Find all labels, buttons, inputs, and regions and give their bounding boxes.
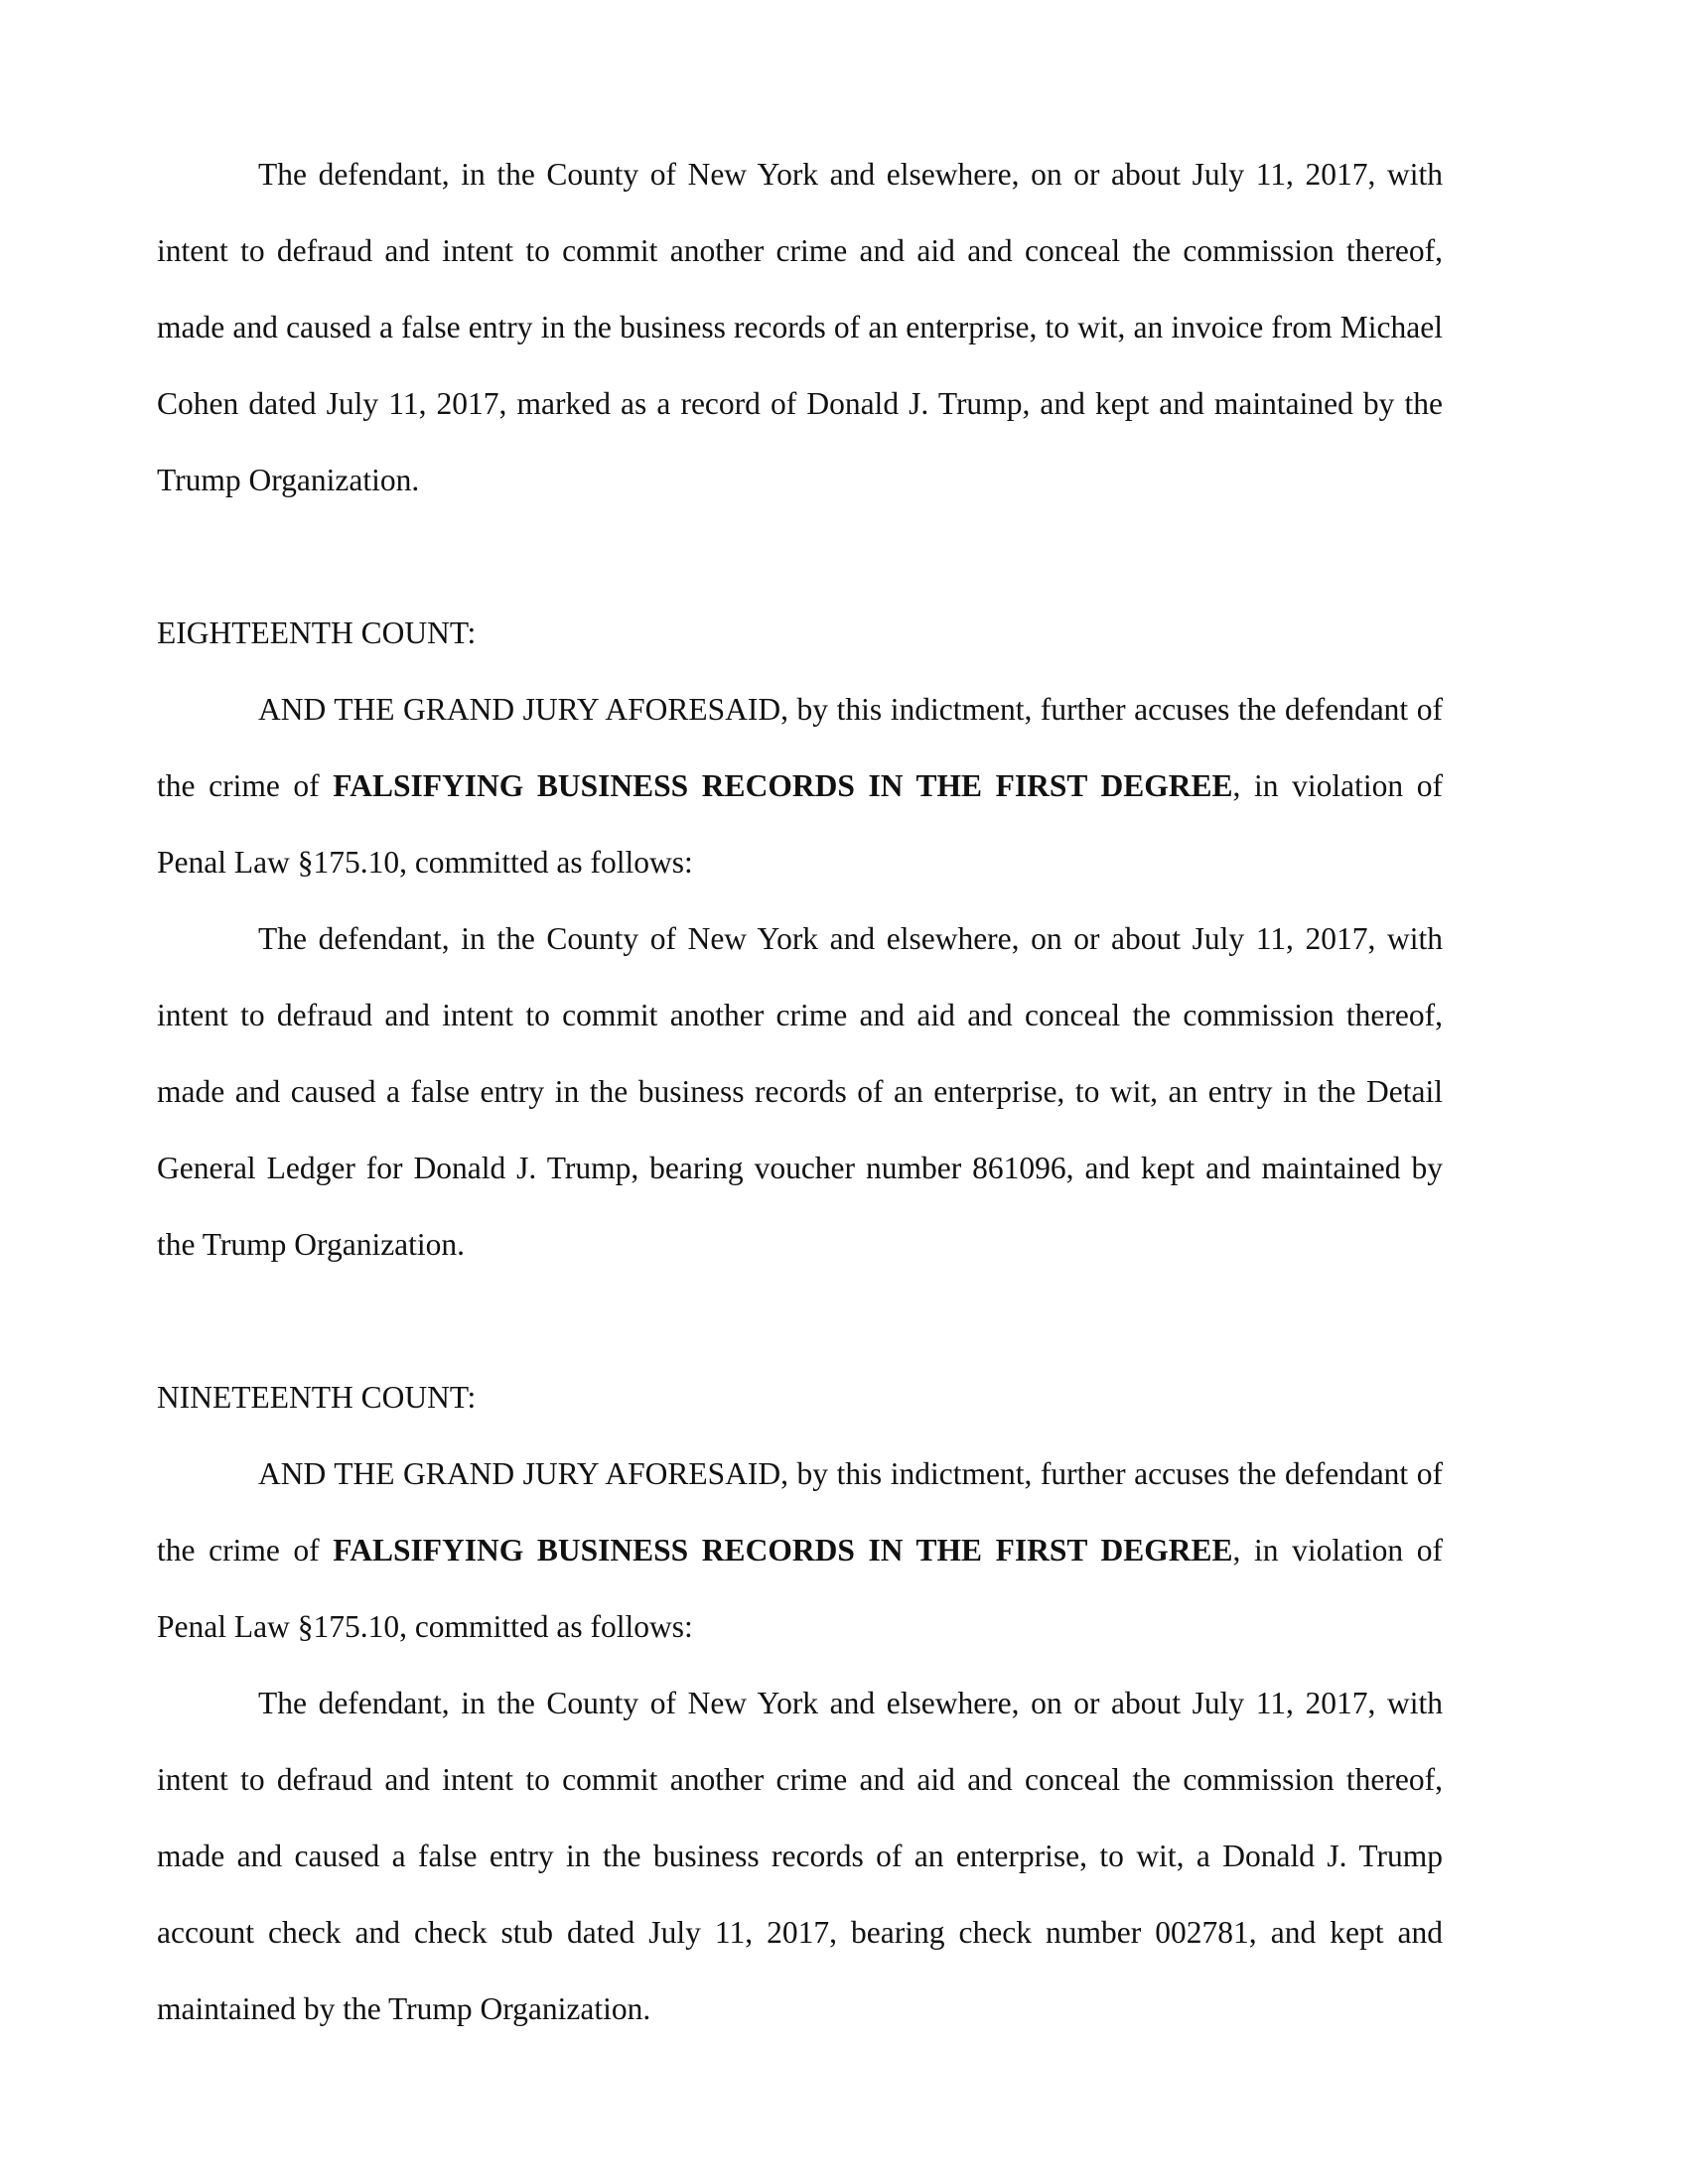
count-heading-eighteenth: EIGHTEENTH COUNT: [157,615,477,650]
accusation-statute: , in violation of Penal Law §175.10, committed as follows: [157,768,1443,880]
count-paragraph: The defendant, in the County of New York and elsewhere, on or about July 11, 2017, with intent to defraud and intent to commit another crime and aid and conceal the commission thereof, made and caused a false entry in the business records of an enterprise, to wit, a Donald J. Trump account check and check stub dated July 11, 2017, bearing check number 002781, and kept and maintained by the Trump Organization. [157,1686,1443,2026]
accusation-text: AND THE GRAND JURY AFORESAID, by this indictment, further accuses the defendant of the crime of [157,692,1443,803]
section-spacer [157,1283,1443,1359]
accusation-paragraph [157,1435,1443,1665]
count-heading-nineteenth: NINETEENTH COUNT: [157,1380,477,1415]
count-paragraph: The defendant, in the County of New York and elsewhere, on or about July 11, 2017, with intent to defraud and intent to commit another crime and aid and conceal the commission thereof, made and caused a false entry in the business records of an enterprise, to wit, an entry in the Detail General Ledger for Donald J. Trump, bearing voucher number 861096, and kept and maintained by the Trump Organization. [157,921,1443,1262]
count-paragraph: The defendant, in the County of New York and elsewhere, on or about July 11, 2017, with intent to defraud and intent to commit another crime and aid and conceal the commission thereof, made and caused a false entry in the business records of an enterprise, to wit, an invoice from Michael Cohen dated July 11, 2017, marked as a record of Donald J. Trump, and kept and maintained by the Trump Organization. [157,157,1443,497]
accusation-text: AND THE GRAND JURY AFORESAID, by this indictment, further accuses the defendant of the crime of [157,1456,1443,1568]
accusation-statute: , in violation of Penal Law §175.10, committed as follows: [157,1533,1443,1644]
accusation-paragraph [157,671,1443,900]
section-spacer [157,518,1443,595]
crime-name: FALSIFYING BUSINESS RECORDS IN THE FIRST DEGREE [333,768,1233,803]
crime-name: FALSIFYING BUSINESS RECORDS IN THE FIRST DEGREE [333,1533,1233,1568]
document-body [157,136,1443,2047]
